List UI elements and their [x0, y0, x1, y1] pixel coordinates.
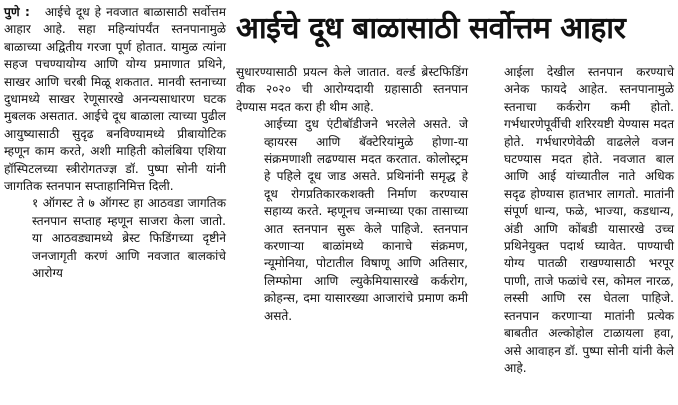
paragraph-mother-benefits: आईला देखील स्तनपान करण्याचे अनेक फायदे आहेत. स्तनपानामुळे स्तनाचा कर्करोग कमी होतो. गर्भधारणेपूर्वीची शरिरयष्टी येण्यास मदत होते. गर्भधारणेवेळी वाढलेले वजन घटण्यास मदत होते. नवजात बाल आणि आई यांच्यातील नाते अधिक सदृढ होण्यास हातभार लागतो. मातांनी संपूर्ण धान्य, फळे, भाज्या, कडधान्य, अंडी आणि कोंबडी यासारखे उच्च प्रथिनेयुक्त पदार्थ घ्यावेत. पाण्याची योग्य पातळी राखण्यासाठी भरपूर पाणी, ताजे फळांचे रस, कोमल नारळ, लस्सी आणि रस घेतला पाहिजे. स्तनपान करणाऱ्या मातांनी प्रत्येक बाबतीत अल्कोहोल टाळायला हवा, असे आवाहन डॉ. पुष्पा सोनी यांनी केले आहे.	[504, 65, 674, 375]
article-column-3	[476, 64, 674, 377]
paragraph-intro	[4, 4, 226, 195]
paragraph-week: १ ऑगस्ट ते ७ ऑगस्ट हा आठवडा जागतिक स्तनपान सप्ताह म्हणून साजरा केला जातो. या आठवड्यामध्ये ब्रेस्ट फिडिंगच्या दृष्टीने जनजागृती करणं आणि नवजात बालकांचे आरोग्य	[32, 196, 226, 281]
paragraph-intro-text: आईचे दूध हे नवजात बाळासाठी सर्वोत्तम आहार आहे. सहा महिन्यांपर्यंत स्तनपानामुळे बाळाच्या अद्वितीय गरजा पूर्ण होतात. यामुळ त्यांना सहज पचण्यायोग्य आणि योग्य प्रमाणात प्रथिने, साखर आणि चरबी मिळू शकतात. मानवी स्तनाच्या दुधामध्ये साखर रेणूसारखे अनन्यसाधारण घटक मुबलक असतात. आईचे दूध बाळाला त्याच्या पुढील आयुष्यासाठी सुदृढ बनविण्यामध्ये प्रीबायोटिक म्हणून काम करते, अशी माहिती कोलंबिया एशिया हॉस्पिटलच्या स्त्रीरोगतज्ज्ञ डॉ. पुष्पा सोनी यांनी जागतिक स्तनपान सप्ताहानिमित्त दिली.	[4, 5, 226, 194]
article-column-2	[236, 64, 468, 325]
dateline: पुणे :	[4, 5, 30, 19]
paragraph-theme: सुधारण्यासाठी प्रयत्न केले जातात. वर्ल्ड ब्रेस्टफिडिंग वीक २०२० ची आरोग्यदायी ग्रहासाठी स्तनपान देण्यास मदत करा ही थीम आहे.	[236, 65, 468, 114]
article-column-1	[4, 4, 226, 283]
headline: आईचे दूध बाळासाठी सर्वोत्तम आहार	[236, 11, 626, 46]
paragraph-antibodies: आईच्या दुध एंटीबॉडीजने भरलेले असते. जे व्हायरस आणि बॅक्टेरियांमुळे होणा-या संक्रमणाशी लढण्यास मदत करतात. कोलोस्ट्रम हे पहिले दूध जाड असते. प्रथिनांनी समृद्ध हे दूध रोगप्रतिकारकशक्ती निर्माण करण्यास सहाय्य करते. म्हणूनच जन्माच्या एका तासाच्या आत स्तनपान सुरू केले पाहिजे. स्तनपान करणाऱ्या बाळांमध्ये कानाचे संक्रमण, न्यूमोनिया, पोटातील विषाणू आणि अतिसार, लिम्फोमा आणि ल्युकेमियासारखे कर्करोग, क्रोहन्स, दमा यासारख्या आजारांचे प्रमाण कमी असते.	[264, 117, 468, 323]
